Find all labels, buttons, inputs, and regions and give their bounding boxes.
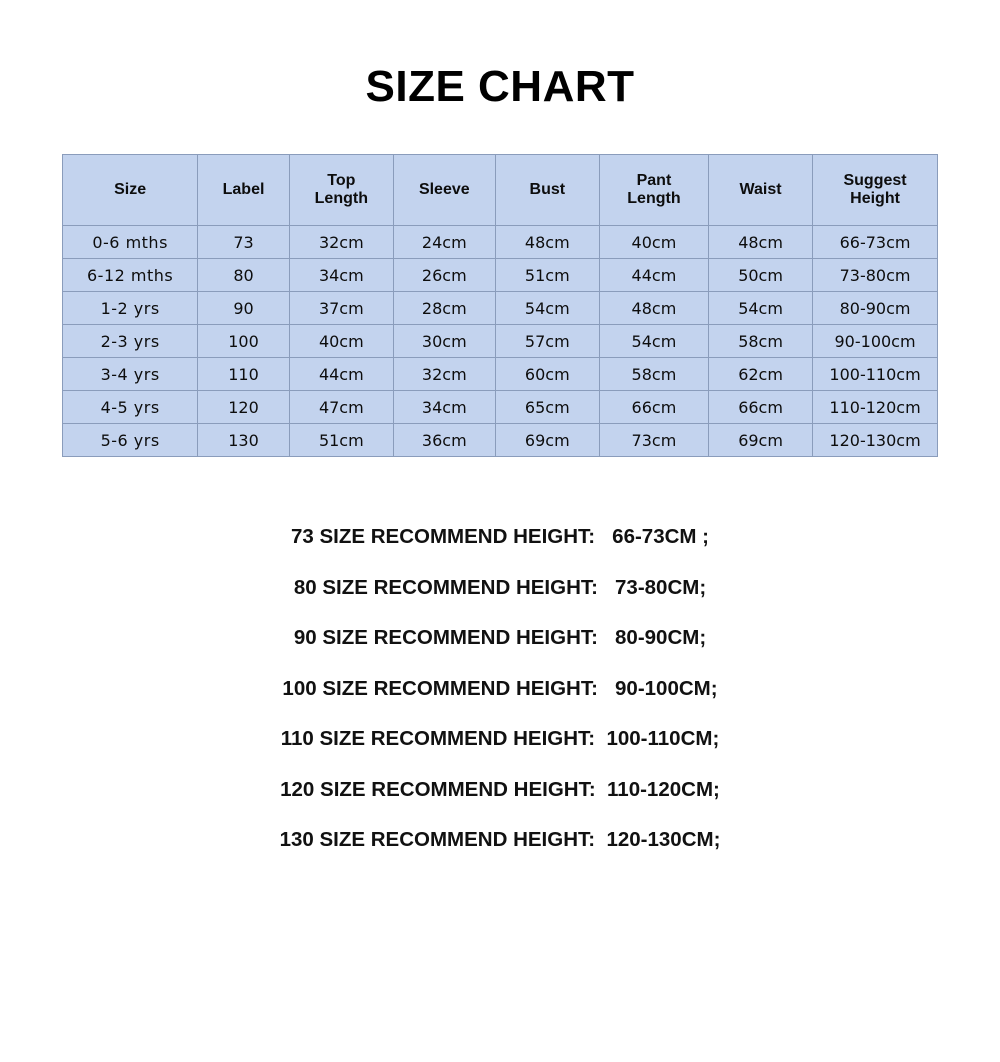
column-header-bust xyxy=(495,155,599,226)
column-header-label-line1: Label xyxy=(222,180,265,198)
table-row xyxy=(63,259,938,292)
cell-top-length: 47cm xyxy=(289,391,393,424)
cell-size: 6-12 mths xyxy=(63,259,198,292)
cell-pant-length: 54cm xyxy=(599,325,708,358)
recommendation-line: 73 SIZE RECOMMEND HEIGHT: 66-73CM ; xyxy=(290,525,710,548)
cell-suggest-height: 90-100cm xyxy=(813,325,938,358)
column-header-bust-line1: Bust xyxy=(529,180,566,198)
cell-label: 100 xyxy=(198,325,290,358)
table-row xyxy=(63,226,938,259)
cell-sleeve: 28cm xyxy=(393,292,495,325)
cell-suggest-height: 66-73cm xyxy=(813,226,938,259)
column-header-waist-line1: Waist xyxy=(739,180,782,198)
cell-top-length: 51cm xyxy=(289,424,393,457)
column-header-waist xyxy=(709,155,813,226)
cell-label: 73 xyxy=(198,226,290,259)
cell-suggest-height: 80-90cm xyxy=(813,292,938,325)
cell-size: 5-6 yrs xyxy=(63,424,198,457)
cell-top-length: 40cm xyxy=(289,325,393,358)
cell-sleeve: 32cm xyxy=(393,358,495,391)
cell-label: 90 xyxy=(198,292,290,325)
cell-size: 4-5 yrs xyxy=(63,391,198,424)
cell-waist: 50cm xyxy=(709,259,813,292)
table-row xyxy=(63,424,938,457)
cell-top-length: 44cm xyxy=(289,358,393,391)
size-table xyxy=(62,154,938,457)
column-header-pant-length-line1: Pant xyxy=(636,171,672,189)
cell-bust: 48cm xyxy=(495,226,599,259)
cell-suggest-height: 120-130cm xyxy=(813,424,938,457)
cell-top-length: 34cm xyxy=(289,259,393,292)
column-header-size xyxy=(63,155,198,226)
table-body xyxy=(63,226,938,457)
cell-pant-length: 73cm xyxy=(599,424,708,457)
cell-suggest-height: 100-110cm xyxy=(813,358,938,391)
cell-pant-length: 44cm xyxy=(599,259,708,292)
cell-pant-length: 48cm xyxy=(599,292,708,325)
table-row xyxy=(63,358,938,391)
cell-sleeve: 30cm xyxy=(393,325,495,358)
column-header-size-line1: Size xyxy=(114,180,147,198)
cell-waist: 66cm xyxy=(709,391,813,424)
cell-waist: 69cm xyxy=(709,424,813,457)
column-header-sleeve xyxy=(393,155,495,226)
cell-waist: 62cm xyxy=(709,358,813,391)
cell-sleeve: 26cm xyxy=(393,259,495,292)
cell-pant-length: 66cm xyxy=(599,391,708,424)
cell-bust: 57cm xyxy=(495,325,599,358)
cell-suggest-height: 73-80cm xyxy=(813,259,938,292)
cell-waist: 58cm xyxy=(709,325,813,358)
column-header-top-length xyxy=(289,155,393,226)
recommendation-line: 90 SIZE RECOMMEND HEIGHT: 80-90CM; xyxy=(293,626,707,649)
cell-sleeve: 34cm xyxy=(393,391,495,424)
cell-sleeve: 24cm xyxy=(393,226,495,259)
column-header-suggest-height-line2: Height xyxy=(850,190,900,207)
column-header-sleeve-line1: Sleeve xyxy=(418,180,470,198)
cell-top-length: 32cm xyxy=(289,226,393,259)
cell-bust: 60cm xyxy=(495,358,599,391)
cell-bust: 69cm xyxy=(495,424,599,457)
cell-waist: 54cm xyxy=(709,292,813,325)
cell-bust: 65cm xyxy=(495,391,599,424)
cell-label: 130 xyxy=(198,424,290,457)
column-header-pant-length xyxy=(599,155,708,226)
column-header-label xyxy=(198,155,290,226)
cell-size: 1-2 yrs xyxy=(63,292,198,325)
column-header-pant-length-line2: Length xyxy=(627,190,681,207)
cell-sleeve: 36cm xyxy=(393,424,495,457)
cell-top-length: 37cm xyxy=(289,292,393,325)
page-title: SIZE CHART xyxy=(365,62,635,111)
table-row xyxy=(63,391,938,424)
recommendation-line: 80 SIZE RECOMMEND HEIGHT: 73-80CM; xyxy=(293,575,707,599)
table-row xyxy=(63,292,938,325)
column-header-suggest-height xyxy=(813,155,938,226)
cell-bust: 54cm xyxy=(495,292,599,325)
recommendation-line: 100 SIZE RECOMMEND HEIGHT: 90-100CM; xyxy=(282,676,718,700)
recommendation-line: 120 SIZE RECOMMEND HEIGHT: 110-120CM; xyxy=(280,777,720,801)
column-header-top-length-line2: Length xyxy=(314,190,368,207)
table-header xyxy=(63,155,938,226)
cell-waist: 48cm xyxy=(709,226,813,259)
column-header-suggest-height-line1: Suggest xyxy=(843,171,907,189)
recommendation-line: 110 SIZE RECOMMEND HEIGHT: 100-110CM; xyxy=(280,727,720,750)
size-table-container xyxy=(62,154,938,457)
recommendation-line: 130 SIZE RECOMMEND HEIGHT: 120-130CM; xyxy=(279,828,721,851)
cell-size: 0-6 mths xyxy=(63,226,198,259)
table-header-row xyxy=(63,155,938,226)
cell-pant-length: 58cm xyxy=(599,358,708,391)
column-header-top-length-line1: Top xyxy=(327,171,356,189)
size-chart-page xyxy=(0,62,1000,1062)
recommended-height-list xyxy=(0,527,1000,851)
cell-label: 120 xyxy=(198,391,290,424)
cell-bust: 51cm xyxy=(495,259,599,292)
cell-label: 110 xyxy=(198,358,290,391)
cell-suggest-height: 110-120cm xyxy=(813,391,938,424)
table-row xyxy=(63,325,938,358)
cell-label: 80 xyxy=(198,259,290,292)
cell-pant-length: 40cm xyxy=(599,226,708,259)
cell-size: 2-3 yrs xyxy=(63,325,198,358)
cell-size: 3-4 yrs xyxy=(63,358,198,391)
